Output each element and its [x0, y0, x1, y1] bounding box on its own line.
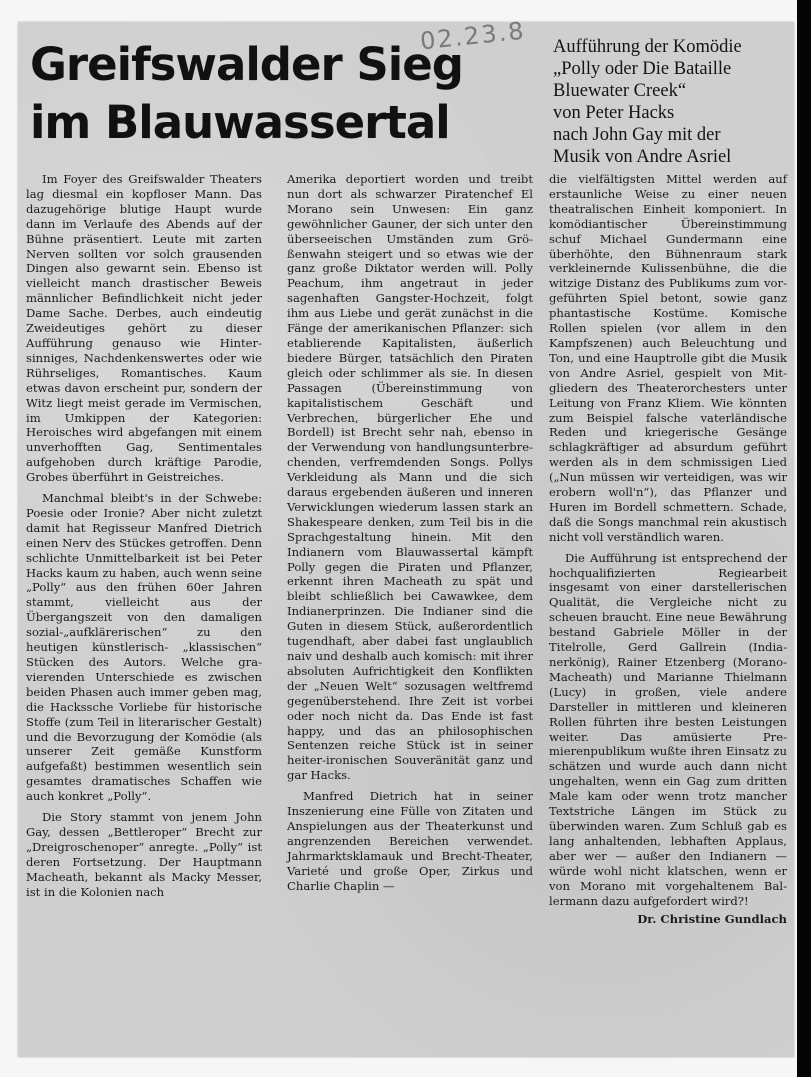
scan-border — [797, 0, 811, 1077]
subtitle-line: nach John Gay mit der — [553, 125, 721, 145]
subtitle-line: Aufführung der Komödie — [553, 37, 742, 57]
article-column-3 — [549, 172, 787, 927]
headline-line-2: im Blauwassertal — [30, 96, 450, 149]
article-column-1 — [26, 172, 262, 906]
subtitle-line: „Polly oder Die Bataille — [553, 59, 732, 79]
paragraph: die vielfältigsten Mittel werden auf erstaunliche Weise zu einer neuen theatralischen Einheit komponiert. In komödiantischer Übereinstimmung schuf Michael Gundermann eine überhöhte, den Bühnenraum stark verkleinernde Kulissenbühne, die die witzige Distanz des Publikums zum vorgeführten Spiel betont, sowie ganz phantastische Kostüme. Komische Rollen spielen (vor allem in den Kampfszenen) auch Beleuchtung und Ton, und eine Hauptrolle gibt die Musik von Andre Asriel, gespielt von Mitgliedern des Theaterorchesters unter Leitung von Franz Kliem. Wie könnten zum Beispiel falsche vaterländische Reden und kriegerische Gesänge schlagkräftiger ad absurdum geführt werden als in dem schmissigen Lied („Nun müssen wir verteidigen, was wir erobern woll'n“), das Pflanzer und Huren im Bordell schmettern. Schade, daß die Songs manchmal rein akustisch nicht voll verständlich waren. — [549, 172, 787, 544]
subtitle-line: Musik von Andre Asriel — [553, 147, 732, 167]
subtitle-line: von Peter Hacks — [553, 103, 675, 123]
headline-line-1: Greifswalder Sieg — [30, 38, 463, 91]
headline — [30, 36, 530, 152]
paragraph: Manchmal bleibt's in der Schwebe: Poesie oder Ironie? Aber nicht zuletzt damit hat Regisseur Manfred Dietrich einen Nerv des Stückes getroffen. Denn schlichte Unmittelbarkeit ist bei Peter Hacks kaum zu haben, auch wenn seine „Polly“ aus den frühen 60er Jahren stammt, vielleicht aus der Übergangszeit von den damaligen sozial-„aufklärerischen“ zu den heutigen künstlerisch- „klassischen“ Stücken des Autors. Welche gravierenden Unterschiede es zwischen beiden Phasen auch immer geben mag, die Hackssche Vorliebe für historische Stoffe (zum Teil in literarischer Gestalt) und die Bevorzugung der Komödie (als unserer Zeit gemäße Kunstform aufgefaßt) bestimmen wesentlich sein gesamtes dramatisches Schaffen wie auch konkret „Polly“. — [26, 491, 262, 804]
newspaper-clipping — [18, 16, 794, 1057]
paragraph: Im Foyer des Greifswalder Theaters lag diesmal ein kopfloser Mann. Das dazugehörige blutige Haupt wurde dann im Verlaufe des Abends auf der Bühne präsentiert. Leute mit zarten Nerven sollten vor solch grausenden Dingen also gewarnt sein. Ebenso ist vielleicht manch drastischer Beweis männlicher Befindlichkeit nicht jeder Dame Sache. Derbes, auch eindeutig Zweideutiges gehört zu dieser Aufführung genauso wie Hintersinniges, Nachdenkenswertes oder wie Rührseliges, Romantisches. Kaum etwas davon erscheint pur, sondern der Witz liegt meist gerade im Vermischen, im Umkippen der Kategorien: Heroisches wird abgefangen mit einem unverhofften Gag, Sentimentales aufgehoben durch kräftige Parodie, Grobes überführt in Geistreiches. — [26, 172, 262, 485]
paragraph: Die Story stammt von jenem John Gay, dessen „Bettleroper“ Brecht zur „Dreigroschenoper“ anregte. „Polly“ ist deren Fortsetzung. Der Hauptmann Macheath, bekannt als Macky Messer, ist in die Kolonien nach — [26, 810, 262, 899]
paragraph: Die Aufführung ist entsprechend der hochqualifizierten Regiearbeit insgesamt von einer darstellerischen Qualität, die Vergleiche nicht zu scheuen braucht. Eine neue Bewährung bestand Gabriele Möller in der Titelrolle, Gerd Gallrein (Indianerkönig), Rainer Etzenberg (Morano-Macheath) und Marianne Thielmann (Lucy) in großen, viele andere Darsteller in mittleren und kleineren Rollen führten ihre besten Leistungen weiter. Das amüsierte Premierenpublikum wußte ihren Einsatz zu schätzen und wurde auch dann nicht ungehalten, wenn ein Gag zum dritten Male kam oder wenn trotz mancher Textstriche Längen im Stück zu überwinden waren. Zum Schluß gab es lang anhaltenden, lebhaften Applaus, aber wer — außer den Indianern — würde wohl nicht klatschen, wenn er von Morano mit vorgehaltenem Ballermann dazu aufgefordert wird?! — [549, 550, 787, 908]
author-byline: Dr. Christine Gundlach — [637, 912, 787, 927]
paragraph: Manfred Dietrich hat in seiner Inszenierung eine Fülle von Zitaten und Anspielungen aus der Theaterkunst und angrenzenden Bereichen verwendet. Jahrmarktsklamauk und Brecht-Theater, Varieté und große Oper, Zirkus und Charlie Chaplin — — [287, 789, 533, 893]
handwritten-date: 02.23.8 — [418, 16, 527, 56]
paragraph: Amerika deportiert worden und treibt nun dort als schwarzer Piratenchef El Morano sein Unwesen: Ein ganz gewöhnlicher Gauner, der sich unter den überseeischen Umständen zum Größenwahn steigert und so etwas wie der ganz große Diktator werden will. Polly Peachum, ihm angetraut in jeder sagenhaften Gangster-Hochzeit, folgt ihm aus Liebe und gerät zunächst in die Fänge der amerikanischen Pflanzer: sich etablierende Kapitalisten, äußerlich biedere Bürger, tatsächlich den Piraten gleich oder schlimmer als sie. In diesen Passagen (Übereinstimmung von kapitalistischem Geschäft und Verbrechen, bürgerlicher Ehe und Bordell) ist Brecht sehr nah, ebenso in der Verwendung von handlungsunterbrechenden, verfremdenden Songs. Pollys Verkleidung als Mann und die sich daraus ergebenden äußeren und inneren Verwicklungen wiederum lassen stark an Shakespeare denken, zum Teil bis in die Sprachgestaltung hinein. Mit den Indianern vom Blauwassertal kämpft Polly gegen die Piraten und Pflanzer, erkennt ihren Macheath zu spät und bleibt schließlich bei Cawawkee, dem Indianerprinzen. Die Indianer sind die Guten in diesem Stück, außerordentlich tugendhaft, aber dabei fast unglaublich naiv und deshalb auch komisch: mit ihrer absoluten Aufrichtigkeit den Konflikten der „Neuen Welt“ sozusagen weltfremd gegenüberstehend. Ihre Zeit ist vorbei oder noch nicht da. Das Ende ist fast happy, und das an philosophischen Sentenzen reiche Stück ist in seiner heiter-ironischen Souveränität ganz und gar Hacks. — [287, 172, 533, 783]
article-column-2 — [287, 172, 533, 900]
subtitle — [553, 36, 789, 168]
subtitle-line: Bluewater Creek“ — [553, 81, 687, 101]
